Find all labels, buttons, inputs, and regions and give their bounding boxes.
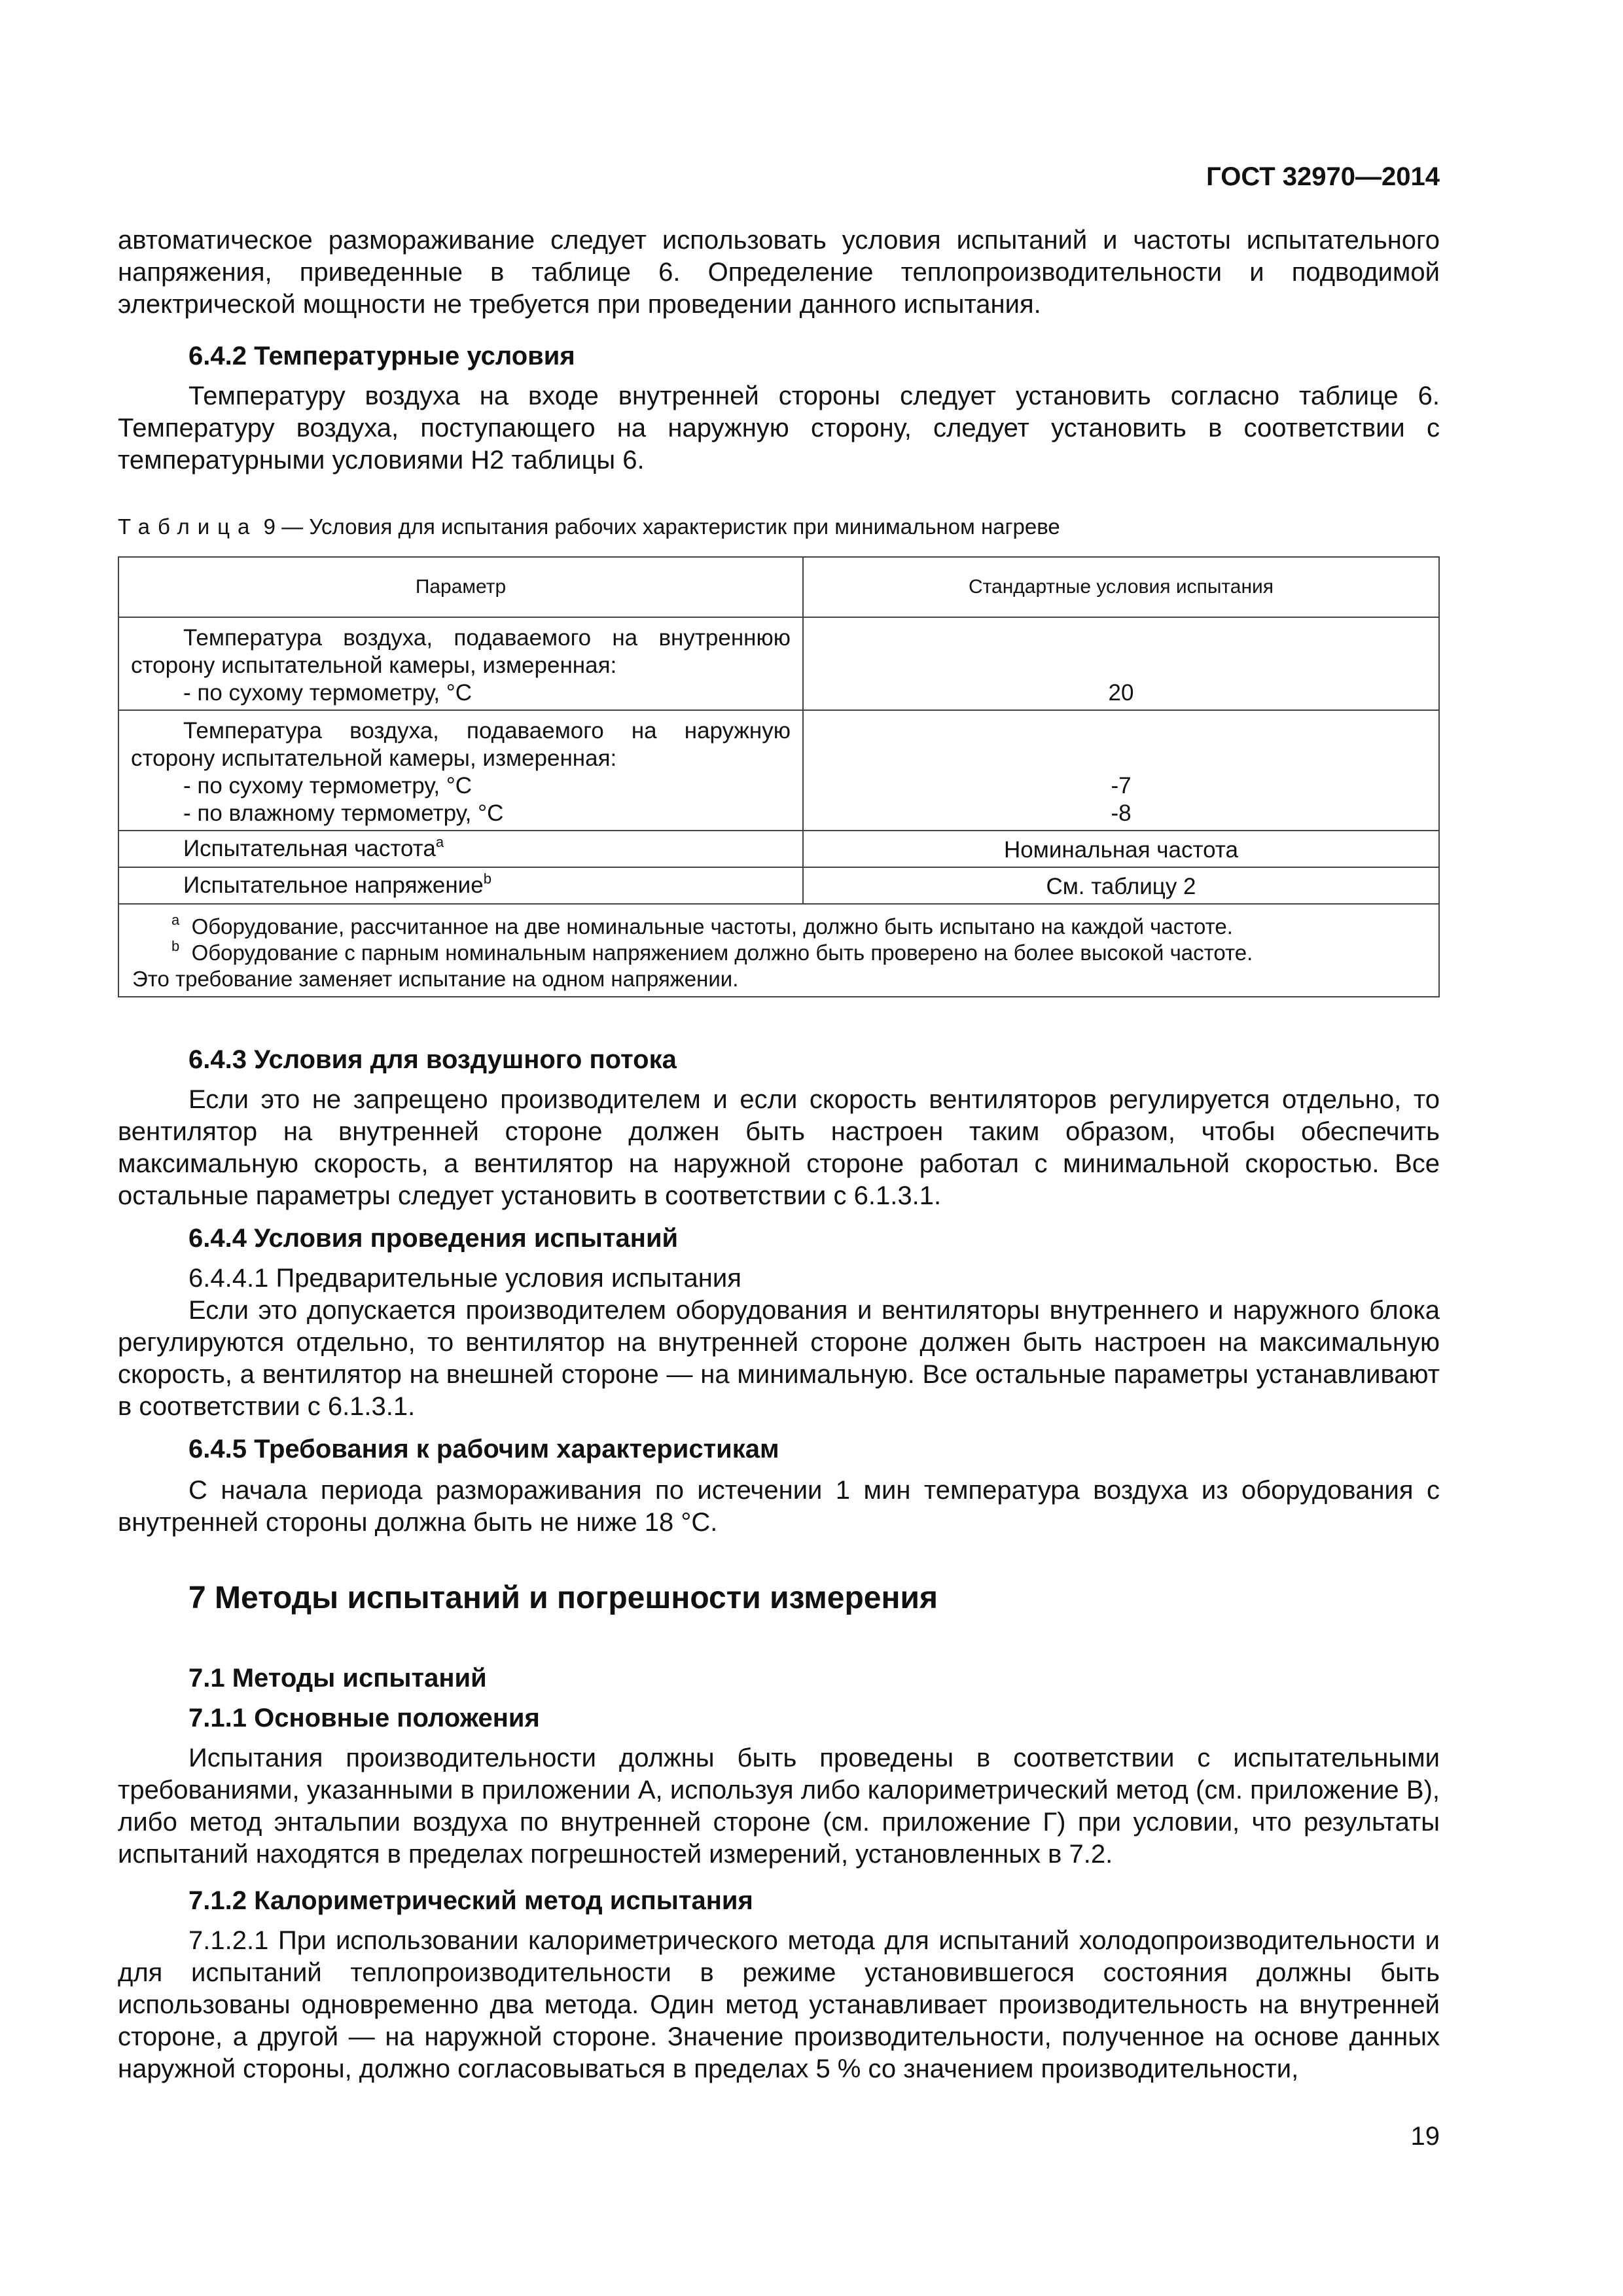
subitem-6-4-4-1: 6.4.4.1 Предварительные условия испытания: [188, 1264, 741, 1293]
section-7-1-2: [118, 1885, 1440, 2085]
table9-r3-value: Номинальная частота: [803, 831, 1439, 867]
r2-line2: сторону испытательной камеры, измеренная:: [131, 745, 617, 771]
table9-notes: [118, 904, 1439, 997]
r2-line3: - по сухому термометру, °С: [183, 773, 473, 798]
table9-r4-value: См. таблицу 2: [803, 867, 1439, 904]
r2-line4: - по влажному термометру, °С: [183, 800, 504, 826]
r4-label: Испытательное напряжение: [183, 872, 484, 898]
intro-paragraph-block: [118, 224, 1440, 321]
table9-r1-value: 20: [803, 617, 1439, 710]
table9-r4-param: [118, 867, 803, 904]
heading-7-1: 7.1 Методы испытаний: [188, 1664, 487, 1693]
r1-line2: сторону испытательной камеры, измеренная:: [131, 653, 617, 678]
r1-line3: - по сухому термометру, °С: [183, 680, 473, 706]
paragraph-6-4-5: С начала периода размораживания по истечении 1 мин температура воздуха из оборудования с внутренней стороны должна быть не ниже 18 °С.: [118, 1476, 1440, 1537]
table9-header-row: [118, 557, 1439, 617]
paragraph-6-4-2: Температуру воздуха на входе внутренней стороны следует установить согласно таблице 6. Температуру воздуха, поступающего на наружную сторону, следует установить в соответствии с температурными условиями Н2 таблицы 6.: [118, 382, 1440, 475]
note-b-continuation: Это требование заменяет испытание на одном напряжении.: [132, 967, 739, 991]
document-code: ГОСТ 32970—2014: [1206, 162, 1440, 191]
heading-6-4-5: 6.4.5 Требования к рабочим характеристикам: [188, 1435, 779, 1463]
table9-caption: [118, 514, 1440, 540]
heading-7-1-2: 7.1.2 Калориметрический метод испытания: [188, 1886, 753, 1915]
table9-r1-param: [118, 617, 803, 710]
table9-r3-param: [118, 831, 803, 867]
heading-6-4-3: 6.4.3 Условия для воздушного потока: [188, 1045, 677, 1074]
note-b-mark: b: [171, 938, 180, 954]
section-6-4-5: [118, 1433, 1440, 1539]
r2-val2: -8: [1111, 800, 1132, 826]
table9-notes-row: [118, 904, 1439, 997]
table-row: [118, 617, 1439, 710]
r4-footnote-mark: b: [483, 870, 491, 887]
table-row: [118, 710, 1439, 831]
table-row: [118, 831, 1439, 867]
heading-6-4-2: 6.4.2 Температурные условия: [188, 342, 575, 370]
heading-7: 7 Методы испытаний и погрешности измерения: [188, 1581, 938, 1615]
note-a-text: Оборудование, рассчитанное на две номинальные частоты, должно быть испытано на каждой частоте.: [191, 914, 1233, 939]
section-6-4-3: [118, 1044, 1440, 1212]
table9-r2-param: [118, 710, 803, 831]
note-a-mark: a: [171, 912, 180, 928]
r3-label: Испытательная частота: [183, 836, 436, 861]
table-row: [118, 867, 1439, 904]
table9-col-param: Параметр: [118, 557, 803, 617]
heading-7-1-1: 7.1.1 Основные положения: [188, 1704, 540, 1732]
paragraph-7-1-2-1: 7.1.2.1 При использовании калориметрического метода для испытаний холодопроизводительности и для испытаний теплопроизводительности в режиме установившегося состояния должны быть использованы одновременно два метода. Один метод устанавливает производительность на внутренней стороне, а другой — на наружной стороне. Значение производительности, полученное на основе данных наружной стороны, должно согласовываться в пределах 5 % со значением производительности,: [118, 1926, 1440, 2083]
table9: [118, 556, 1440, 997]
heading-6-4-4: 6.4.4 Условия проведения испытаний: [188, 1224, 679, 1253]
page-number: 19: [1410, 2122, 1440, 2151]
paragraph-7-1-1: Испытания производительности должны быть проведены в соответствии с испытательными требованиями, указанными в приложении А, используя либо калориметрический метод (см. приложение В), либо метод энтальпии воздуха по внутренней стороне (см. приложение Г) при условии, что результаты испытаний находятся в пределах погрешностей измерений, установленных в 7.2.: [118, 1744, 1440, 1869]
table9-caption-label: Таблица: [118, 514, 258, 539]
paragraph-6-4-4-1: Если это допускается производителем оборудования и вентиляторы внутреннего и наружного блока регулируются отдельно, то вентилятор на внутренней стороне должен быть настроен на максимальную скорость, а вентилятор на внешней стороне — на минимальную. Все остальные параметры устанавливают в соответствии с 6.1.3.1.: [118, 1296, 1440, 1421]
r3-footnote-mark: a: [435, 834, 444, 850]
r2-val1: -7: [1111, 773, 1132, 798]
table9-r2-values: [803, 710, 1439, 831]
section-7: [118, 1579, 1440, 1618]
section-6-4-2: [118, 340, 1440, 476]
section-6-4-4: [118, 1223, 1440, 1423]
section-7-1: [118, 1662, 1440, 1871]
paragraph-6-4-3: Если это не запрещено производителем и если скорость вентиляторов регулируется отдельно, то вентилятор на внутренней стороне должен быть настроен таким образом, чтобы обеспечить максимальную скорость, а вентилятор на наружной стороне работал с минимальной скоростью. Все остальные параметры следует установить в соответствии с 6.1.3.1.: [118, 1085, 1440, 1210]
table9-caption-text: 9 — Условия для испытания рабочих характеристик при минимальном нагреве: [263, 514, 1060, 539]
table9-col-std: Стандартные условия испытания: [803, 557, 1439, 617]
note-b-text: Оборудование с парным номинальным напряжением должно быть проверено на более высокой частоте.: [191, 941, 1253, 965]
document-page: [118, 0, 1440, 2296]
r2-line1: Температура воздуха, подаваемого на наружную: [183, 718, 791, 744]
r1-line1: Температура воздуха, подаваемого на внутреннюю: [183, 625, 791, 651]
intro-paragraph: автоматическое размораживание следует использовать условия испытаний и частоты испытательного напряжения, приведенные в таблице 6. Определение теплопроизводительности и подводимой электрической мощности не требуется при проведении данного испытания.: [118, 226, 1440, 319]
